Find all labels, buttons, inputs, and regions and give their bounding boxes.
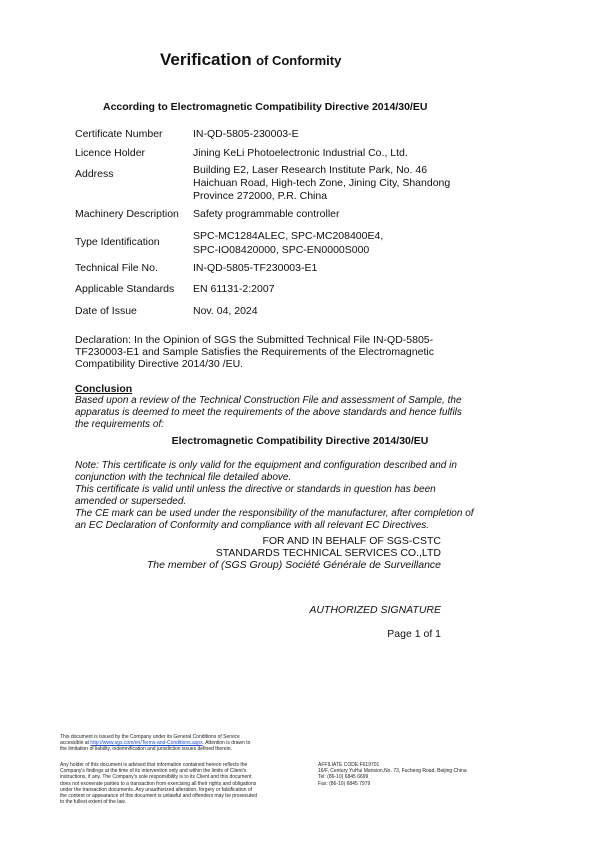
note-line: an EC Declaration of Conformity and compliance with all relevant EC Directives. [75, 520, 430, 531]
affiliate-info [318, 762, 467, 787]
address-line: Haichuan Road, High-tech Zone, Jining City, Shandong [193, 177, 451, 189]
affiliate-line: Tel: (86-10) 6845 6699 [318, 774, 369, 781]
value-address [193, 164, 450, 203]
footer-text: accessible at [60, 740, 91, 747]
value-date-of-issue: Nov. 04, 2024 [193, 305, 258, 317]
address-line: Building E2, Laser Research Institute Park, No. 46 [193, 164, 428, 176]
conclusion-line: apparatus is deemed to meet the requirements of the above standards and hence fulfils [75, 407, 462, 418]
member-line: The member of (SGS Group) Société Générale de Surveillance [146, 559, 441, 571]
label-type-identification: Type Identification [75, 236, 160, 248]
value-machinery-description: Safety programmable controller [193, 208, 340, 220]
declaration-line: TF230003-E1 and Sample Satisfies the Requirements of the Electromagnetic [75, 346, 434, 358]
declaration-line: Declaration: In the Opinion of SGS the Submitted Technical File IN-QD-5805- [75, 334, 434, 346]
footer-text: . Attention is drawn to [202, 740, 251, 747]
label-licence-holder: Licence Holder [75, 147, 146, 159]
note-line: The CE mark can be used under the responsibility of the manufacturer, after completion of [75, 508, 474, 519]
note-line: Note: This certificate is only valid for the equipment and configuration described and in [75, 460, 457, 471]
note-line: conjunction with the technical file detailed above. [75, 472, 292, 483]
type-line: SPC-MC1284ALEC, SPC-MC208400E4, [193, 230, 384, 242]
footer-line: under the transaction documents. Any unauthorized alteration, forgery or falsification of [60, 786, 253, 793]
label-technical-file: Technical File No. [75, 262, 158, 274]
label-machinery-description: Machinery Description [75, 208, 179, 220]
footer-line: This document is issued by the Company under its General Conditions of Service [60, 734, 240, 740]
value-technical-file: IN-QD-5805-TF230003-E1 [193, 262, 318, 274]
type-line: SPC-IO08420000, SPC-EN0000S000 [193, 244, 370, 256]
conclusion-text [75, 395, 462, 431]
behalf-block [147, 535, 441, 571]
authorized-signature: AUTHORIZED SIGNATURE [309, 604, 441, 616]
affiliate-line: 16/F, Century YuHui Mansion,No. 73, Fucheng Road, Beijing China [318, 768, 467, 775]
footer-line: the content or appearance of this document is unlawful and offenders may be prosecuted [60, 793, 257, 800]
footer-line: Company's findings at the time of its intervention only and within the limits of Client's [60, 768, 247, 775]
value-type-identification [193, 229, 383, 257]
terms-link[interactable]: http://www.sgs.com/en/Terms-and-Conditions.aspx [90, 740, 203, 747]
directive-subtitle: According to Electromagnetic Compatibility Directive 2014/30/EU [103, 101, 428, 113]
value-certificate-number: IN-QD-5805-230003-E [193, 128, 299, 140]
declaration [75, 334, 434, 370]
title-rest: of Conformity [256, 53, 342, 68]
behalf-line: STANDARDS TECHNICAL SERVICES CO.,LTD [215, 547, 441, 559]
label-applicable-standards: Applicable Standards [75, 283, 175, 295]
footer-line: instructions, if any. The Company's sole responsibility is to its Client and this document [60, 774, 252, 781]
page-number: Page 1 of 1 [387, 628, 441, 640]
title-main: Verification [160, 50, 252, 69]
label-date-of-issue: Date of Issue [75, 305, 137, 317]
document-title [160, 50, 341, 70]
footer-line: Any holder of this document is advised that information contained hereon reflects the [60, 762, 248, 768]
declaration-line: Compatibility Directive 2014/30 /EU. [75, 358, 244, 370]
note-line: This certificate is valid until unless the directive or standards in question has been [75, 484, 436, 495]
address-line: Province 272000, P.R. China [193, 190, 328, 202]
affiliate-line: AFFILIATE CODE:F619701 [318, 762, 380, 768]
footer-line: the limitation of liability, indemnification and jurisdiction issues defined therein. [60, 746, 232, 753]
value-applicable-standards: EN 61131-2:2007 [193, 283, 275, 295]
note-line: amended or superseded. [75, 496, 187, 507]
footer-terms [60, 734, 250, 753]
value-licence-holder: Jining KeLi Photoelectronic Industrial Co., Ltd. [193, 147, 408, 159]
behalf-line: FOR AND IN BEHALF OF SGS-CSTC [262, 535, 441, 547]
conclusion-line: the requirements of: [75, 419, 164, 430]
certificate-notes [75, 460, 474, 532]
directive-heading: Electromagnetic Compatibility Directive 2014/30/EU [171, 435, 429, 447]
conclusion-heading: Conclusion [75, 383, 133, 395]
footer-line: to the fullest extent of the law. [60, 799, 126, 806]
affiliate-line: Fax: (86-10) 6845 7979 [318, 780, 371, 787]
conclusion-line: Based upon a review of the Technical Construction File and assessment of Sample, the [75, 395, 462, 406]
footer-line: does not exonerate parties to a transaction from exercising all their rights and obligations [60, 780, 257, 787]
label-address: Address [75, 168, 114, 180]
label-certificate-number: Certificate Number [75, 128, 163, 140]
footer-disclaimer [60, 762, 257, 805]
